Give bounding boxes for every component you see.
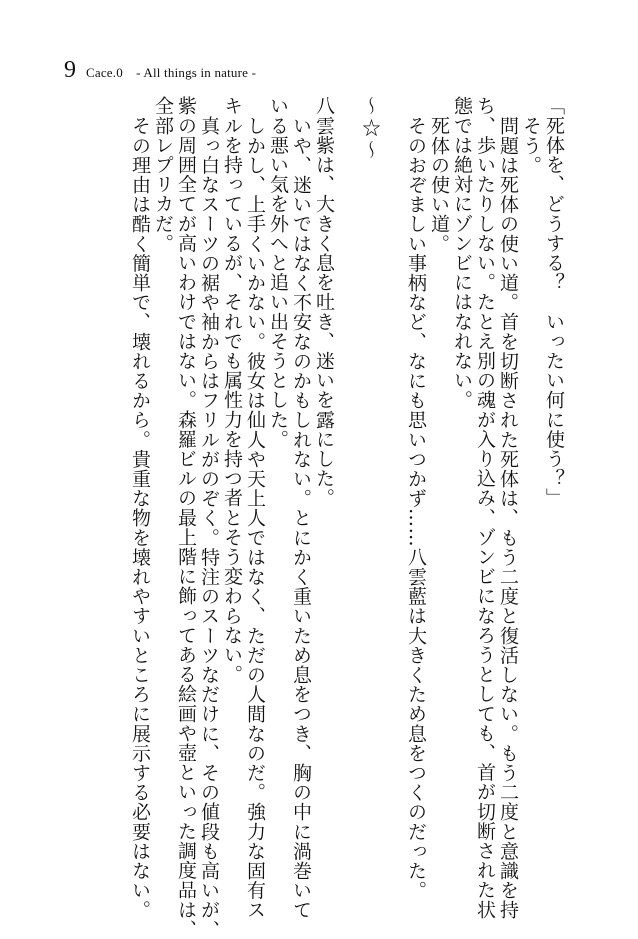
text-line: 紫の周囲全てが高いわけではない。森羅ビルの最上階に飾ってある絵画や壺といった調度品は、 — [175, 96, 197, 939]
text-line: 真っ白なスーツの裾や袖からはフリルがのぞく。特注のスーツなだけに、その値段も高いが、 — [198, 116, 220, 939]
text-line: その理由は酷く簡単で、壊れるから。貴重な物を壊れやすいところに展示する必要はない。 — [129, 116, 151, 920]
text-line: 全部レプリカだ。 — [152, 96, 174, 253]
text-line: いる悪い気を外へと追い出そうとした。 — [267, 96, 289, 449]
text-line: キルを持っているが、それでも属性力を持つ者とそう変わらない。 — [221, 96, 243, 684]
running-head: Cace.0 - All things in nature - — [86, 65, 257, 80]
text-line: 「死体を、どうする？ いったい何に使う？」 — [543, 96, 565, 508]
text-line: 八雲紫は、大きく息を吐き、迷いを露にした。 — [313, 96, 335, 508]
text-line: ち、歩いたりしない。たとえ別の魂が入り込み、ゾンビになろうとしても、首が切断された状 — [474, 96, 496, 920]
page-number: 9 — [64, 57, 76, 83]
text-line: いや、迷いではなく不安なのかもしれない。とにかく重いため息をつき、胸の中に渦巻いて — [290, 116, 312, 920]
section-break: 〜☆〜 — [359, 96, 381, 162]
text-line: そのおぞましい事柄など、なにも思いつかず……八雲藍は大きくため息をつくのだった。 — [405, 116, 427, 900]
text-line: 態では絶対にゾンビにはなれない。 — [451, 96, 473, 410]
text-line: そう。 — [520, 116, 542, 175]
text-line: 問題は死体の使い道。首を切断された死体は、もう二度と復活しない。もう二度と意識を持 — [497, 116, 519, 920]
text-line: しかし、上手くいかない。彼女は仙人や天上人ではなく、ただの人間なのだ。強力な固有ス — [244, 116, 266, 920]
page-header — [64, 58, 256, 82]
text-line: 死体の使い道。 — [428, 116, 450, 254]
body-text — [82, 96, 565, 939]
